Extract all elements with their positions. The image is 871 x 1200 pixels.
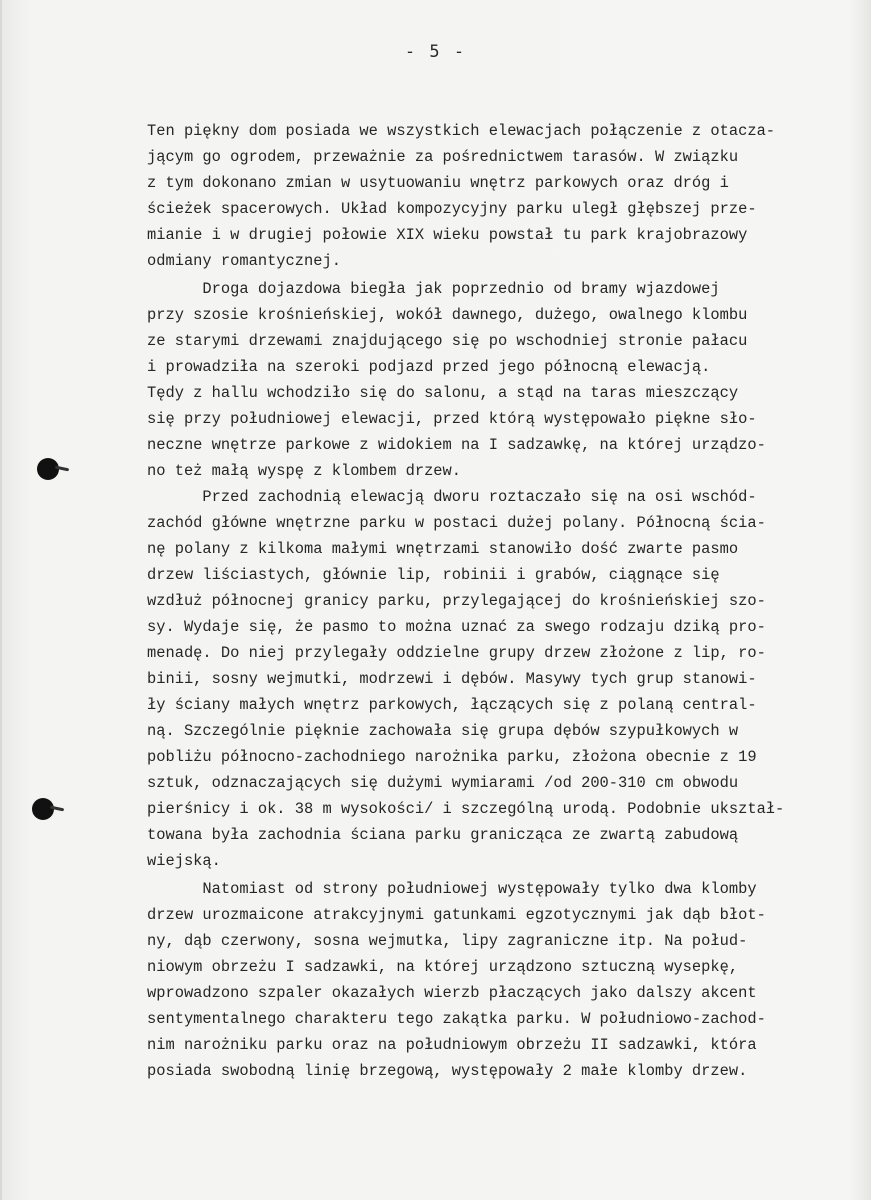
punch-hole-upper <box>37 458 59 480</box>
text-line: pobliżu północno-zachodniego narożnika parku, złożona obecnie z 19 <box>147 748 757 766</box>
text-line: ny, dąb czerwony, sosna wejmutka, lipy zagraniczne itp. Na połud- <box>147 932 748 950</box>
punch-hole-lower <box>32 798 54 820</box>
text-line: Droga dojazdowa biegła jak poprzednio od bramy wjazdowej <box>147 280 720 298</box>
text-line: ścieżek spacerowych. Układ kompozycyjny parku uległ głębszej prze- <box>147 200 757 218</box>
text-line: Ten piękny dom posiada we wszystkich elewacjach połączenie z otacza- <box>147 122 776 140</box>
text-line: wzdłuż północnej granicy parku, przylegającej do krośnieńskiej szo- <box>147 592 766 610</box>
text-line: wiejską. <box>147 852 221 870</box>
text-line: towana była zachodnia ściana parku granicząca ze zwartą zabudową <box>147 826 739 844</box>
text-line: sentymentalnego charakteru tego zakątka parku. W południowo-zachod- <box>147 1010 766 1028</box>
text-line: jącym go ogrodem, przeważnie za pośrednictwem tarasów. W związku <box>147 148 739 166</box>
text-line: się przy południowej elewacji, przed którą występowało piękne sło- <box>147 410 757 428</box>
text-line: sztuk, odznaczających się dużymi wymiarami /od 200-310 cm obwodu <box>147 774 739 792</box>
text-line: ły ściany małych wnętrz parkowych, łączących się z polaną central- <box>147 696 757 714</box>
text-line: i prowadziła na szeroki podjazd przed jego północną elewacją. <box>147 358 711 376</box>
text-line: zachód główne wnętrzne parku w postaci dużej polany. Północną ścia- <box>147 514 766 532</box>
text-line: Tędy z hallu wchodziło się do salonu, a stąd na taras mieszczący <box>147 384 739 402</box>
text-line: nę polany z kilkoma małymi wnętrzami stanowiło dość zwarte pasmo <box>147 540 739 558</box>
text-line: ną. Szczególnie pięknie zachowała się grupa dębów szypułkowych w <box>147 722 739 740</box>
text-line: odmiany romantycznej. <box>147 252 341 270</box>
text-line: drzew liściastych, głównie lip, robinii i grabów, ciągnące się <box>147 566 720 584</box>
text-line: pierśnicy i ok. 38 m wysokości/ i szczególną urodą. Podobnie ukształ- <box>147 800 785 818</box>
text-line: neczne wnętrze parkowe z widokiem na I sadzawkę, na której urządzo- <box>147 436 766 454</box>
text-line: wprowadzono szpaler okazałych wierzb płaczących jako dalszy akcent <box>147 984 757 1002</box>
page-left-edge <box>0 0 2 1200</box>
text-line: menadę. Do niej przylegały oddzielne grupy drzew złożone z lip, ro- <box>147 644 766 662</box>
text-line: z tym dokonano zmian w usytuowaniu wnętrz parkowych oraz dróg i <box>147 174 729 192</box>
text-line: Przed zachodnią elewacją dworu roztaczało się na osi wschód- <box>147 488 757 506</box>
page-number: - 5 - <box>404 42 467 62</box>
text-line: drzew urozmaicone atrakcyjnymi gatunkami egzotycznymi jak dąb błot- <box>147 906 766 924</box>
text-line: przy szosie krośnieńskiej, wokół dawnego, dużego, owalnego klombu <box>147 306 748 324</box>
text-line: sy. Wydaje się, że pasmo to można uznać za swego rodzaju dziką pro- <box>147 618 766 636</box>
text-line: mianie i w drugiej połowie XIX wieku powstał tu park krajobrazowy <box>147 226 748 244</box>
text-line: no też małą wyspę z klombem drzew. <box>147 462 462 480</box>
text-line: nim narożniku parku oraz na południowym obrzeżu II sadzawki, która <box>147 1036 757 1054</box>
text-line: Natomiast od strony południowej występowały tylko dwa klomby <box>147 880 757 898</box>
text-line: niowym obrzeżu I sadzawki, na której urządzono sztuczną wysepkę, <box>147 958 739 976</box>
text-line: binii, sosny wejmutki, modrzewi i dębów. Masywy tych grup stanowi- <box>147 670 757 688</box>
text-line: posiada swobodną linię brzegową, występowały 2 małe klomby drzew. <box>147 1062 748 1080</box>
text-line: ze starymi drzewami znajdującego się po wschodniej stronie pałacu <box>147 332 748 350</box>
